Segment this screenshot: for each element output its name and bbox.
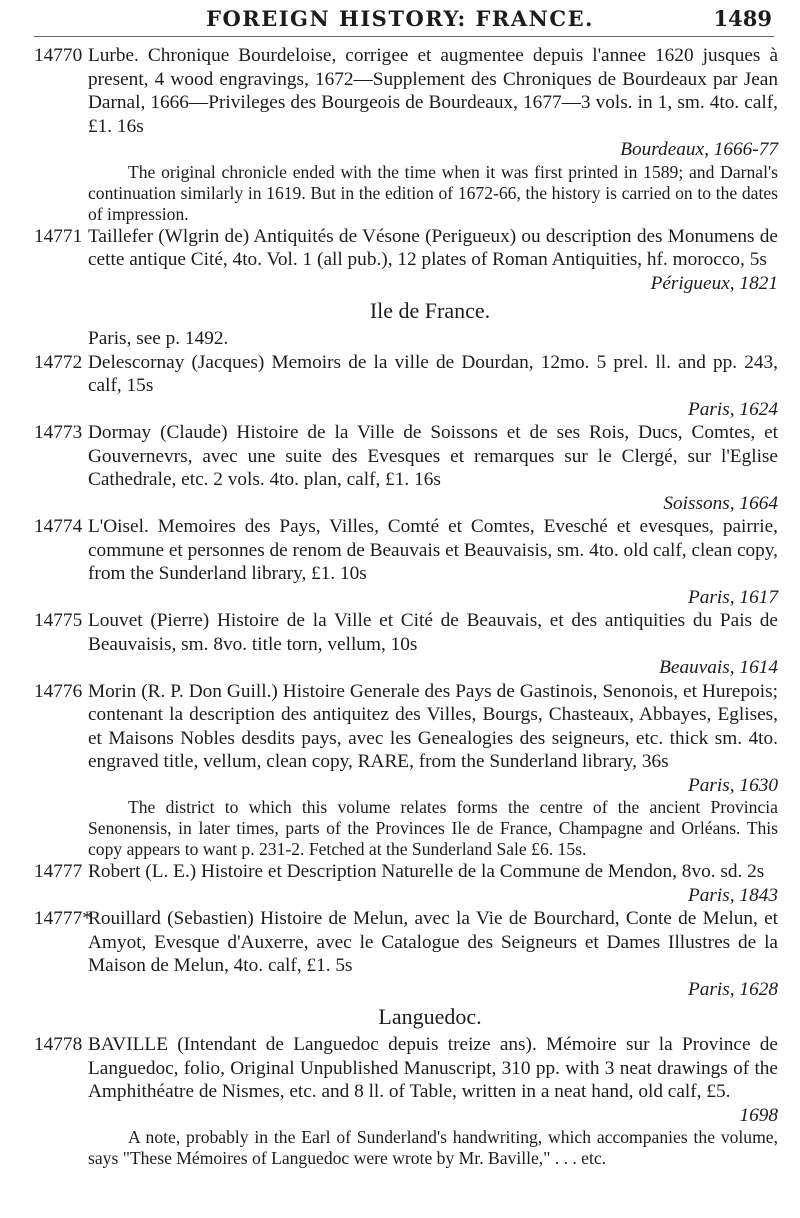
catalogue-entry: [0, 515, 800, 609]
entry-note: The original chronicle ended with the time when it was first printed in 1589; and Darnal's continuation similarly in 1619. But in the edition of 1672-66, the history is carried on to the dates of impression.: [88, 161, 778, 224]
entry-description: L'Oisel. Memoires des Pays, Villes, Comté et Comtes, Evesché et evesques, pairrie, commune et personnes de renom de Beauvais et Beauvaisis, sm. 4to. old calf, clean copy, from the Sunderland library, £1. 10s: [88, 516, 778, 584]
entry-number: 14775: [34, 610, 83, 631]
entry-place-date: Beauvais, 1614: [659, 657, 778, 678]
entry-place-date: Bourdeaux, 1666-77: [620, 139, 778, 160]
running-title: FOREIGN HISTORY: FRANCE.: [206, 6, 594, 31]
entry-description: Morin (R. P. Don Guill.) Histoire Generale des Pays de Gastinois, Senonois, et Hurepois; contenant la description des antiquitez des Villes, Bourgs, Chasteaux, Abbayes, Eglises, et Maisons Nobles desdits pays, avec les Genealogies des seigneurs, etc. thick sm. 4to. engraved title, vellum, clean copy, RARE, from the Sunderland library, 36s: [88, 680, 778, 772]
entry-place-date: Paris, 1617: [688, 586, 778, 608]
entry-place-date: Périgueux, 1821: [650, 272, 778, 294]
entry-number: 14778: [34, 1034, 83, 1055]
entry-description: Lurbe. Chronique Bourdeloise, corrigee et augmentee depuis l'annee 1620 jusques à present, 4 wood engravings, 1672—Supplement des Chroniques de Bourdeaux par Jean Darnal, 1666—Privileges des Bourgeois de Bourdeaux, 1677—3 vols. in 1, sm. 4to. calf, £1. 16s: [88, 45, 778, 137]
entry-number: 14773: [34, 422, 83, 443]
catalogue-entry: [0, 907, 800, 1001]
entry-description: Rouillard (Sebastien) Histoire de Melun, avec la Vie de Bourchard, Conte de Melun, et Amyot, Evesque d'Auxerre, avec le Catalogue des Seigneurs et Dames Illustres de la Maison de Melun, 4to. calf, £1. 5s: [88, 908, 778, 976]
entry-number: 14772: [34, 351, 83, 373]
running-head: [0, 6, 800, 32]
entry-description: BAVILLE (Intendant de Languedoc depuis treize ans). Mémoire sur la Province de Languedoc, folio, Original Unpublished Manuscript, 310 pp. with 3 neat drawings of the Amphithéatre de Nismes, etc. and 8 ll. of Table, written in a neat hand, old calf, £5.: [88, 1034, 778, 1102]
entry-place-date: Paris, 1624: [688, 398, 778, 420]
entry-number: 14771: [34, 225, 83, 247]
entry-number: 14776: [34, 680, 83, 702]
catalogue-entry: [0, 680, 800, 861]
catalogue-body: [0, 44, 800, 1169]
entry-place-date: Paris, 1843: [688, 884, 778, 906]
entry-number: 14774: [34, 516, 83, 537]
catalogue-entry: [0, 860, 800, 907]
entry-description: Robert (L. E.) Histoire et Description Naturelle de la Commune de Mendon, 8vo. sd. 2s: [88, 861, 765, 882]
entry-number: 14777*: [34, 908, 92, 929]
catalogue-entry: [0, 609, 800, 680]
entry-description: Dormay (Claude) Histoire de la Ville de Soissons et de ses Rois, Ducs, Comtes, et Gouvernevrs, avec une suite des Evesques et remarques sur le Clergé, sur l'Eglise Cathedrale, etc. 2 vols. 4to. plan, calf, £1. 16s: [88, 422, 778, 490]
section-heading-ile-de-france: Ile de France.: [369, 298, 491, 323]
entry-description: Taillefer (Wlgrin de) Antiquités de Vésone (Perigueux) ou description des Monumens de cette antique Cité, 4to. Vol. 1 (all pub.), 12 plates of Roman Antiquities, hf. morocco, 5s: [88, 225, 778, 270]
entry-place-date: 1698: [739, 1104, 778, 1126]
section-heading-languedoc: Languedoc.: [378, 1004, 482, 1029]
entry-description: Delescornay (Jacques) Memoirs de la ville de Dourdan, 12mo. 5 prel. ll. and pp. 243, calf, 15s: [88, 351, 778, 396]
entry-list: [0, 1033, 800, 1169]
entry-list: [0, 44, 800, 295]
entry-place-date: Soissons, 1664: [663, 492, 778, 514]
catalogue-entry: [0, 1033, 800, 1169]
catalogue-entry: [0, 44, 800, 225]
page-number: 1489: [713, 6, 772, 31]
entry-list: [0, 351, 800, 1002]
entry-place-date: Paris, 1628: [688, 978, 778, 1000]
catalogue-entry: [0, 351, 800, 422]
catalogue-entry: [0, 225, 800, 296]
entry-number: 14777: [34, 861, 83, 882]
entry-note: A note, probably in the Earl of Sunderland's handwriting, which accompanies the volume, says "These Mémoires of Languedoc were wrote by Mr. Baville," . . . etc.: [88, 1127, 778, 1168]
entry-number: 14770: [34, 45, 83, 66]
entry-description: Louvet (Pierre) Histoire de la Ville et Cité de Beauvais, et des antiquities du Pais de Beauvaisis, sm. 8vo. title torn, vellum, 10s: [88, 610, 778, 655]
cross-reference: Paris, see p. 1492.: [88, 328, 229, 349]
catalogue-entry: [0, 421, 800, 515]
entry-note: The district to which this volume relates forms the centre of the ancient Provincia Senonensis, in later times, parts of the Provinces Ile de France, Champagne and Orléans. This copy appears to want p. 231-2. Fetched at the Sunderland Sale £6. 15s.: [88, 797, 778, 859]
header-rule: [34, 36, 774, 37]
entry-place-date: Paris, 1630: [688, 774, 778, 796]
